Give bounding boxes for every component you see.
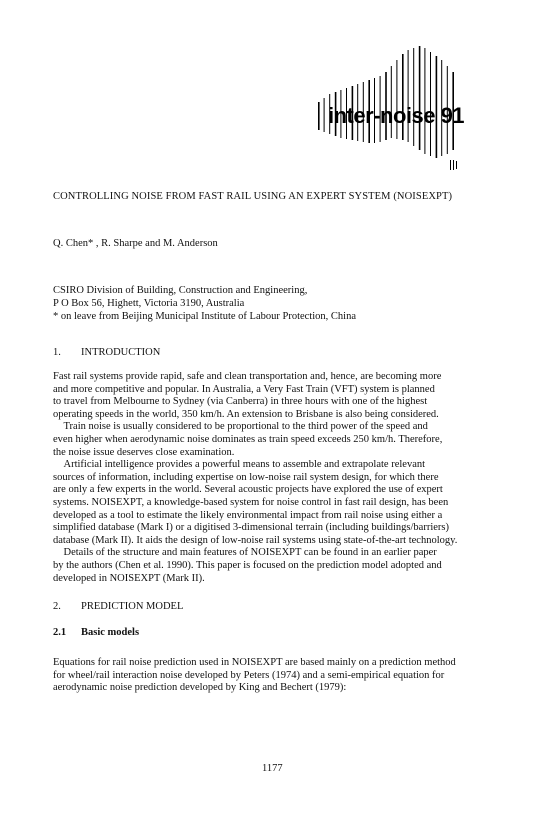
text-line: developed as a tool to estimate the likely environmental impact from rail noise using either a	[53, 509, 443, 521]
logo-bar	[450, 160, 451, 170]
text-line: Equations for rail noise prediction used in NOISEXPT are based mainly on a prediction method	[53, 657, 456, 668]
section-title: INTRODUCTION	[81, 347, 161, 358]
text-line: sources of information, including expertise on low-noise rail system design, for which there	[53, 471, 439, 483]
affiliation	[53, 284, 356, 323]
text-line: Artificial intelligence provides a powerful means to assemble and extrapolate relevant	[53, 459, 426, 471]
authors: Q. Chen* , R. Sharpe and M. Anderson	[53, 238, 218, 249]
subsection-heading-basic-models	[53, 627, 139, 638]
text-line: simplified database (Mark I) or a digitised 3-dimensional terrain (including buildings/barriers)	[53, 522, 449, 534]
subsection-title: Basic models	[81, 627, 140, 638]
text-line: to travel from Melbourne to Sydney (via Canberra) in three hours with one of the highest	[53, 396, 428, 408]
paper-title: CONTROLLING NOISE FROM FAST RAIL USING AN EXPERT SYSTEM (NOISEXPT)	[53, 191, 453, 202]
affiliation-line: CSIRO Division of Building, Construction and Engineering,	[53, 285, 308, 296]
affiliation-line: * on leave from Beijing Municipal Institute of Labour Protection, China	[53, 311, 356, 322]
logo-bar	[413, 48, 414, 146]
section-number: 1.	[53, 347, 61, 358]
logo-text: inter-noise 91	[328, 103, 465, 128]
text-line: by the authors (Chen et al. 1990). This paper is focused on the prediction model adopted and	[53, 559, 442, 571]
section-number: 2.	[53, 601, 61, 612]
text-line: Train noise is usually considered to be proportional to the third power of the speed and	[53, 421, 428, 433]
intro-paragraph	[53, 371, 499, 585]
logo-bar	[424, 48, 425, 154]
logo-bar	[456, 161, 457, 169]
section-heading-prediction-model	[53, 601, 183, 612]
affiliation-line: P O Box 56, Highett, Victoria 3190, Australia	[53, 298, 245, 309]
text-line: aerodynamic noise prediction developed by King and Bechert (1979):	[53, 682, 347, 694]
text-line: and more competitive and popular. In Australia, a Very Fast Train (VFT) system is planned	[53, 383, 435, 395]
subsection-number: 2.1	[53, 627, 67, 638]
logo-bar	[419, 46, 421, 150]
logo-bar	[324, 98, 325, 132]
text-line: operating speeds in the world, 350 km/h. An extension to Brisbane is also being considered.	[53, 408, 439, 420]
text-line: are only a few experts in the world. Several acoustic projects have explored the use of expert	[53, 484, 443, 496]
section-title: PREDICTION MODEL	[81, 601, 184, 612]
logo-bar	[318, 102, 320, 130]
text-line: systems. NOISEXPT, a knowledge-based system for noise control in fast rail design, has been	[53, 496, 449, 508]
section-heading-introduction	[53, 347, 160, 358]
logo-bar	[453, 160, 454, 170]
text-line: even higher when aerodynamic noise dominates as train speed exceeds 250 km/h. Therefore,	[53, 433, 443, 445]
text-line: database (Mark II). It aids the design of low-noise rail systems using state-of-the-art technology.	[53, 534, 458, 546]
text-line: Fast rail systems provide rapid, safe and clean transportation and, hence, are becoming more	[53, 371, 442, 382]
text-line: Details of the structure and main features of NOISEXPT can be found in an earlier paper	[53, 547, 437, 559]
page-number: 1177	[262, 763, 283, 774]
basic-models-paragraph	[53, 657, 499, 695]
text-line: developed in NOISEXPT (Mark II).	[53, 572, 205, 584]
text-line: the noise issue deserves close examination.	[53, 446, 235, 458]
text-line: for wheel/rail interaction noise developed by Peters (1974) and a semi-empirical equation for	[53, 669, 445, 681]
